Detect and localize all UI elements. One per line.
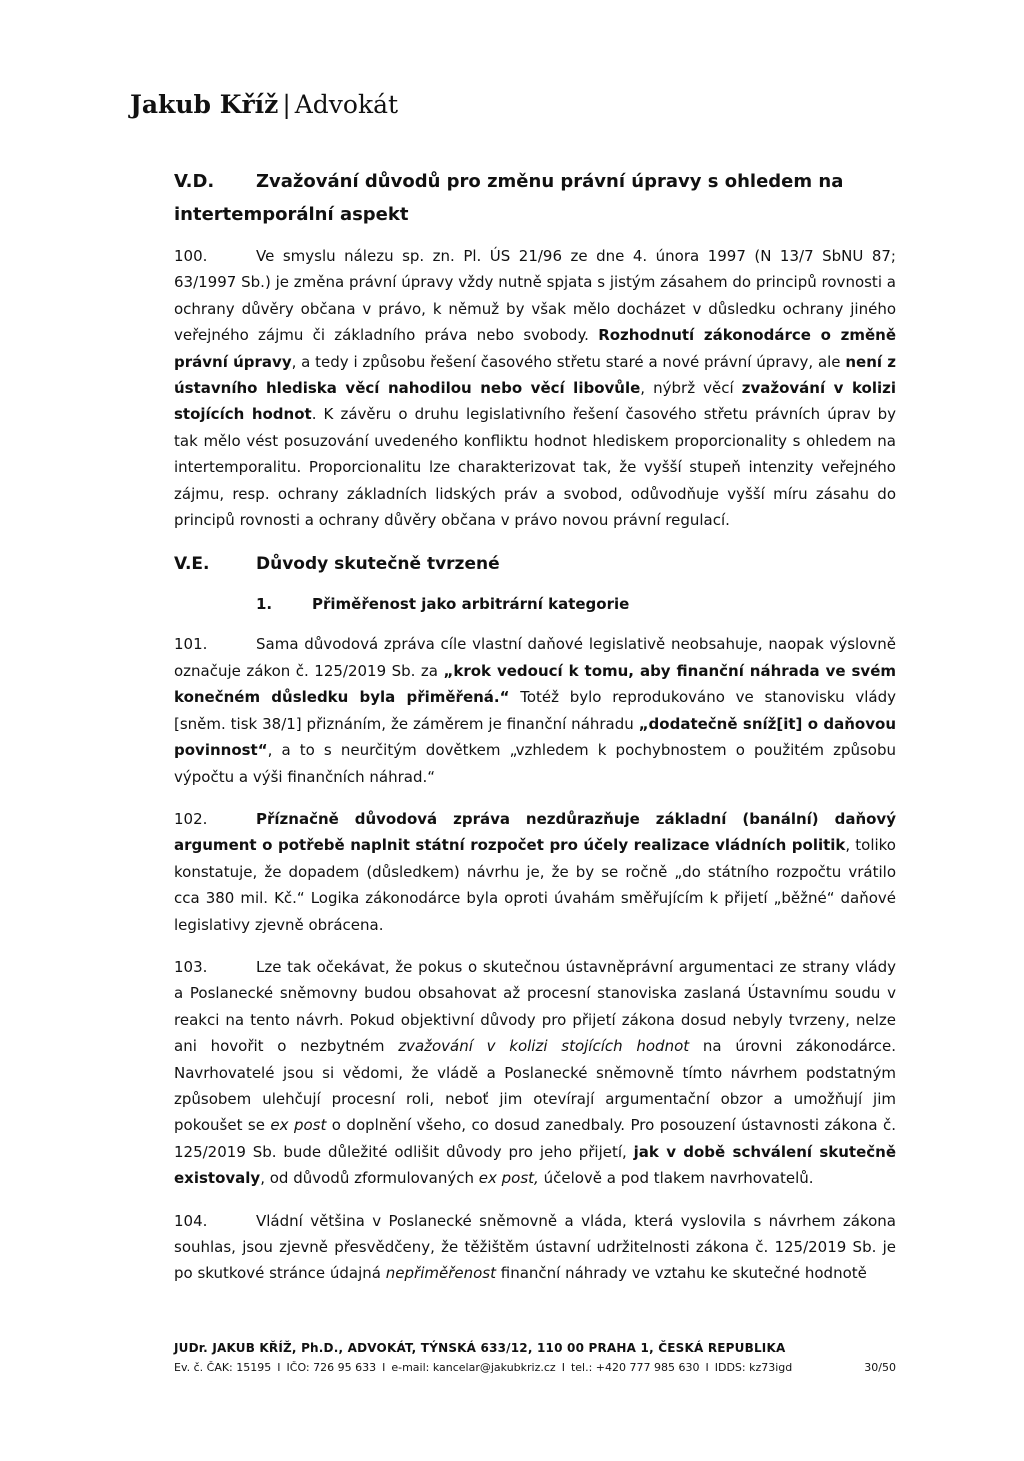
paragraph-number: 100.: [174, 247, 208, 265]
paragraph-italic: ex post,: [478, 1169, 539, 1188]
paragraph-text: . K závěru o druhu legislativního řešení časového střetu právních úprav by tak mělo vést posuzování uvedeného konfliktu hodnot hlediskem proporcionality s ohledem na intertemporalitu. Proporcionalitu lze charakterizovat tak, že vyšší stupeň intenzity veřejného zájmu, resp. ochrany základních lidských práv a svobod, odůvodňuje vyšší míru zásahu do principů rovnosti a ochrany důvěry občana v právo novou právní regulací.: [174, 405, 896, 530]
section-title: Zvažování důvodů pro změnu právní úpravy s ohledem na intertemporální aspekt: [174, 171, 844, 225]
paragraph-100: [174, 243, 896, 533]
paragraph-emphasis: Rozhodnutí zákonodárce o změně právní úpravy: [174, 326, 896, 371]
paragraph-text: Vládní většina v Poslanecké sněmovně a vláda, která vyslovila s návrhem zákona souhlas, jsou zjevně přesvědčeny, že těžištěm ústavní udržitelnosti zákona č. 125/2019 Sb. je po skutkové stránce údajná: [174, 1211, 896, 1283]
paragraph-italic: zvažování v kolizi stojících hodnot: [398, 1037, 690, 1056]
paragraph-text: účelově a pod tlakem navrhovatelů.: [538, 1169, 814, 1188]
footer-contacts: [174, 1358, 896, 1378]
footer-separator: I: [382, 1361, 386, 1374]
paragraph-emphasis: „krok vedoucí k tomu, aby finanční náhrada ve svém konečném důsledku byla přiměřená.“: [174, 661, 896, 707]
paragraph-italic: nepřiměřenost: [385, 1264, 496, 1283]
paragraph-text: , toliko konstatuje, že dopadem (důsledkem) návrhu je, že by se ročně „do státního rozpočtu vrátilo cca 380 mil. Kč.“ Logika zákonodárce byla oproti úvahám směřujícím k přijetí „běžné“ daňové legislativy zjevně obrácena.: [174, 836, 896, 934]
paragraph-text: , od důvodů zformulovaných: [260, 1169, 479, 1188]
footer-email: e-mail: kancelar@jakubkriz.cz: [391, 1361, 556, 1374]
section-heading-ve: [174, 549, 896, 579]
section-number: V.D.: [174, 171, 215, 192]
document-body: [174, 165, 896, 1303]
footer-phone: tel.: +420 777 985 630: [570, 1361, 700, 1374]
section-heading-vd: [174, 165, 896, 231]
footer-registration: Ev. č. ČAK: 15195: [174, 1361, 272, 1374]
subsection-heading-1: [256, 591, 896, 617]
footer-address: JUDr. JAKUB KŘÍŽ, Ph.D., ADVOKÁT, TÝNSKÁ 633/12, 110 00 PRAHA 1, ČESKÁ REPUBLIKA: [174, 1341, 786, 1355]
paragraph-number: 102.: [174, 809, 208, 828]
paragraph-text: na úrovni zákonodárce. Navrhovatelé jsou si vědomi, že vládě a Poslanecké sněmovně tímto návrhem podstatným způsobem ulehčují procesní roli, neboť jim otevírají argumentační obzor a umožňují jim pokoušet se: [174, 1037, 896, 1135]
section-title: Důvody skutečně tvrzené: [256, 554, 500, 575]
paragraph-emphasis: zvažování v kolizi stojících hodnot: [174, 379, 896, 424]
letterhead-separator: |: [282, 90, 291, 119]
subsection-title: Přiměřenost jako arbitrární kategorie: [312, 595, 630, 614]
paragraph-number: 101.: [174, 635, 208, 654]
paragraph-text: Sama důvodová zpráva cíle vlastní daňové legislativě neobsahuje, naopak výslovně označuje zákon č. 125/2019 Sb. za: [174, 635, 896, 680]
footer-databox: IDDS: kz73igd: [714, 1361, 793, 1374]
paragraph-text: o doplnění všeho, co dosud zanedbaly. Pro posouzení ústavnosti zákona č. 125/2019 Sb. bude důležité odlišit důvody pro jeho přijetí,: [174, 1116, 896, 1161]
paragraph-104: [174, 1208, 896, 1287]
paragraph-emphasis: Příznačně důvodová zpráva nezdůrazňuje základní (banální) daňový argument o potřebě naplnit státní rozpočet pro účely realizace vládních politik: [174, 809, 896, 855]
footer-separator: I: [561, 1361, 565, 1374]
footer-separator: I: [705, 1361, 709, 1374]
footer-contact-list: [174, 1358, 792, 1378]
letterhead-title: Advokát: [294, 90, 399, 119]
paragraph-text: finanční náhrady ve vztahu ke skutečné hodnotě: [495, 1264, 867, 1283]
footer-ico: IČO: 726 95 633: [286, 1361, 377, 1374]
page-footer: [174, 1338, 896, 1378]
section-number: V.E.: [174, 554, 210, 575]
letterhead-name: Jakub Kříž: [130, 90, 279, 119]
paragraph-emphasis: „dodatečně sníž[it] o daňovou povinnost“: [174, 714, 897, 760]
paragraph-102: [174, 806, 896, 938]
paragraph-101: [174, 631, 896, 789]
paragraph-text: Totéž bylo reprodukováno ve stanovisku vlády [sněm. tisk 38/1] přiznáním, že záměrem je finanční náhradu: [174, 688, 897, 733]
paragraph-emphasis: jak v době schválení skutečně existovaly: [174, 1142, 897, 1188]
paragraph-text: Lze tak očekávat, že pokus o skutečnou ústavněprávní argumentaci ze strany vlády a Poslanecké sněmovny budou obsahovat až procesní stanoviska zaslaná Ústavnímu soudu v reakci na tento návrh. Pokud objektivní důvody pro přijetí zákona dosud nebyly tvrzeny, nelze ani hovořit o nezbytném: [174, 957, 896, 1056]
paragraph-emphasis: není z ústavního hlediska věcí nahodilou nebo věcí libovůle: [174, 352, 896, 398]
paragraph-text: , a to s neurčitým dovětkem „vzhledem k pochybnostem o použitém způsobu výpočtu a výši finančních náhrad.“: [174, 741, 896, 786]
paragraph-103: [174, 954, 896, 1192]
paragraph-italic: ex post: [270, 1116, 327, 1135]
page-number: 30/50: [864, 1361, 896, 1374]
footer-separator: I: [277, 1361, 281, 1374]
letterhead: [130, 90, 398, 119]
paragraph-text: Ve smyslu nálezu sp. zn. Pl. ÚS 21/96 ze dne 4. února 1997 (N 13/7 SbNU 87; 63/1997 Sb.) je změna právní úpravy vždy nutně spjata s jistým zásahem do principů rovnosti a ochrany důvěry občana v právo, k němuž by však mělo docházet v důsledku ochrany jiného veřejného zájmu či základního práva nebo svobody.: [174, 247, 896, 345]
paragraph-number: 104.: [174, 1211, 208, 1230]
paragraph-text: , a tedy i způsobu řešení časového střetu staré a nové právní úpravy, ale: [291, 352, 846, 371]
paragraph-number: 103.: [174, 957, 208, 976]
paragraph-text: , nýbrž věcí: [640, 379, 742, 398]
subsection-number: 1.: [256, 595, 273, 614]
